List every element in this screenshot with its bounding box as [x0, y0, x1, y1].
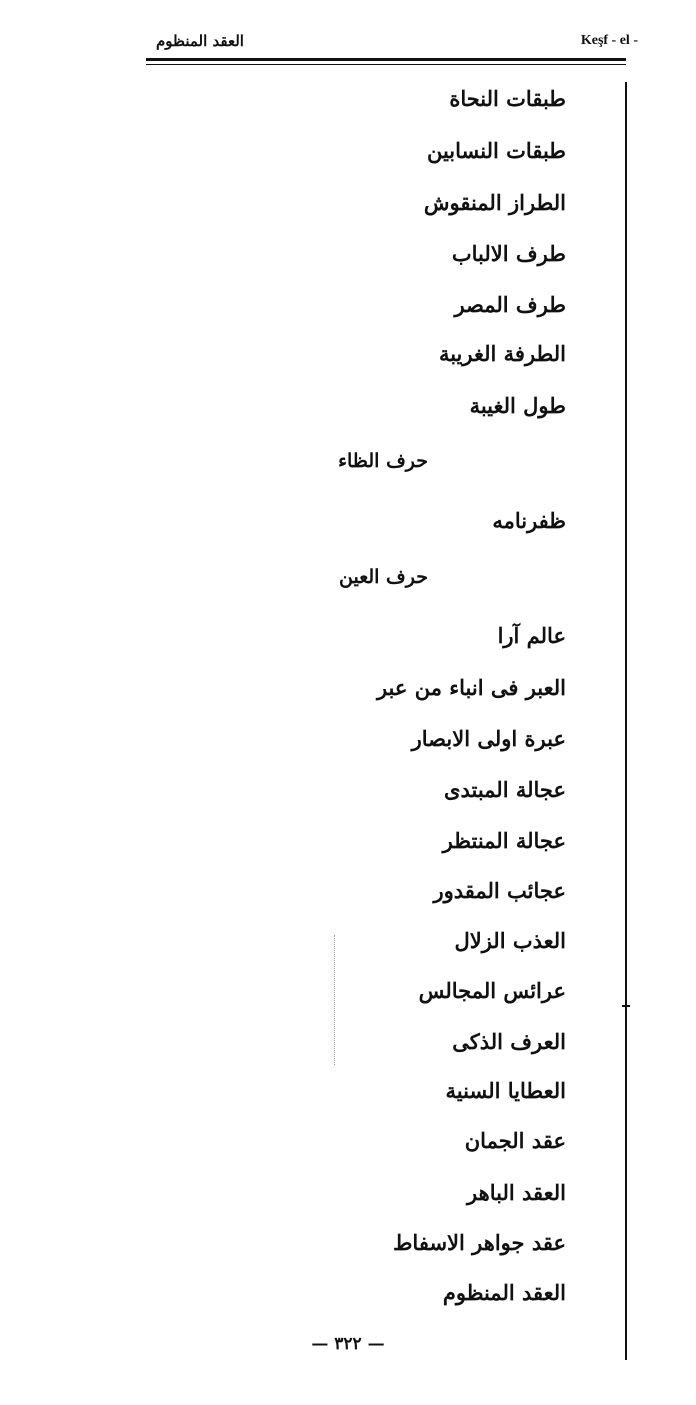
list-item: طبقات النسابين — [426, 138, 566, 163]
list-item: عقد الجمان — [464, 1128, 566, 1153]
section-heading-ain: حرف العين — [339, 566, 428, 588]
section-heading-za: حرف الظاء — [338, 450, 428, 472]
list-item: عبرة اولى الابصار — [411, 726, 566, 751]
list-item: عجائب المقدور — [433, 878, 566, 903]
list-item: العطايا السنية — [445, 1078, 566, 1103]
list-item: طبقات النحاة — [449, 86, 566, 111]
list-item: العبر فى انباء من عبر — [376, 675, 566, 700]
running-head-arabic: العقد المنظوم — [156, 32, 244, 50]
list-item: الطرفة الغريبة — [438, 341, 566, 366]
bleed-through-mark — [334, 935, 336, 1065]
header-rule-thick — [146, 58, 626, 61]
list-item: ظفرنامه — [492, 508, 566, 533]
list-item: عجالة المبتدى — [444, 777, 566, 802]
running-head-latin: Keşf - el - — [580, 33, 638, 48]
list-item: عالم آرا — [497, 623, 566, 648]
list-item: طول الغيبة — [469, 393, 566, 418]
list-item: العقد الباهر — [467, 1180, 566, 1205]
list-item: الطراز المنقوش — [423, 190, 566, 215]
column-rule-tick — [622, 1005, 630, 1007]
list-item: طرف المصر — [454, 292, 566, 317]
list-item: طرف الالباب — [451, 241, 566, 266]
list-item: عقد جواهر الاسفاط — [393, 1230, 566, 1255]
list-item: العرف الذكى — [452, 1029, 566, 1054]
list-item: العقد المنظوم — [442, 1280, 566, 1305]
list-item: عرائس المجالس — [418, 978, 566, 1003]
header-rule-thin — [146, 64, 626, 65]
column-rule — [625, 82, 627, 1360]
list-item: العذب الزلال — [454, 928, 566, 953]
list-item: عجالة المنتظر — [442, 828, 566, 853]
page-number: — ٣٢٢ — — [311, 1334, 385, 1354]
